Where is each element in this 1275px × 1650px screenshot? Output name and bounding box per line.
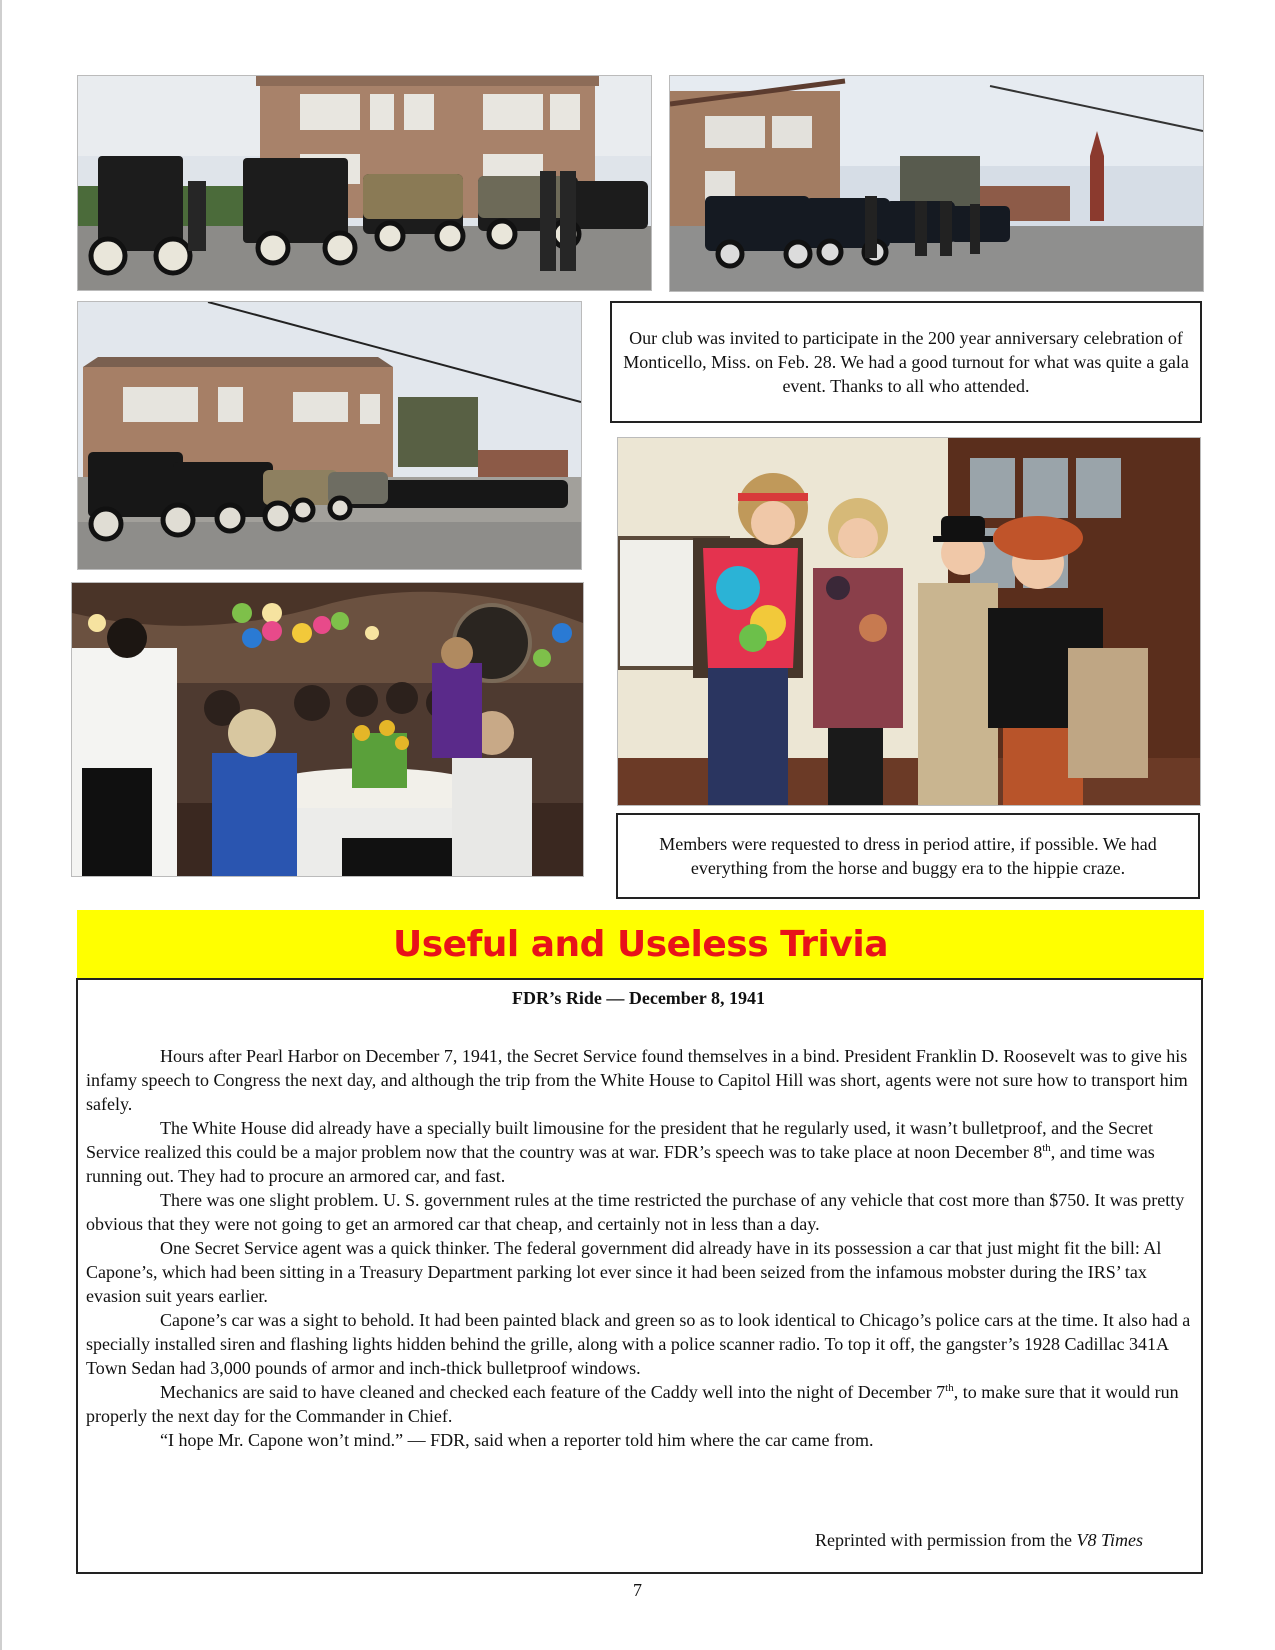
- paragraph-6: [86, 1380, 1191, 1428]
- reprint-credit: [815, 1528, 1143, 1552]
- paragraph-6-sup: th: [945, 1382, 954, 1394]
- paragraph-5: Capone’s car was a sight to behold. It had been painted black and green so as to look identical to Chicago’s police cars at the time. It also had a specially installed siren and flashing lights hidden behind the grille, along with a police scanner radio. To top it off, the gangster’s 1928 Cadillac 341A Town Sedan had 3,000 pounds of armor and inch-thick bulletproof windows.: [86, 1310, 1191, 1378]
- article-body: [86, 1044, 1191, 1452]
- paragraph-7: “I hope Mr. Capone won’t mind.” — FDR, said when a reporter told him where the car came from.: [160, 1430, 874, 1450]
- page-left-rule: [0, 0, 2, 1650]
- paragraph-4: One Secret Service agent was a quick thinker. The federal government did already have in its possession a car that just might fit the bill: Al Capone’s, which had been sitting in a Treasury Department parking lot ever since it had been seized from the infamous mobster during the IRS’ tax evasion suit years earlier.: [86, 1238, 1162, 1306]
- photo-costumes: [617, 437, 1201, 806]
- caption-attire-text: Members were requested to dress in period attire, if possible. We had everything from the horse and buggy era to the hippie craze.: [659, 834, 1157, 878]
- trivia-article-box: [76, 978, 1203, 1574]
- paragraph-2-text-b: , and time was running out. They had to procure an armored car, and fast.: [86, 1142, 1155, 1186]
- trivia-heading: Useful and Useless Trivia: [393, 924, 888, 965]
- credit-prefix: Reprinted with permission from the: [815, 1530, 1077, 1550]
- caption-gala: [610, 301, 1202, 423]
- paragraph-2-sup: th: [1042, 1142, 1051, 1154]
- paragraph-1: Hours after Pearl Harbor on December 7, 1941, the Secret Service found themselves in a bind. President Franklin D. Roosevelt was to give his infamy speech to Congress the next day, and although the trip from the White House to Capitol Hill was short, agents were not sure how to transport him safely.: [86, 1046, 1188, 1114]
- paragraph-2-text-a: The White House did already have a specially built limousine for the president that he regularly used, it wasn’t bulletproof, and the Secret Service realized this could be a major problem now that the country was at war. FDR’s speech was to take place at noon December 8: [86, 1118, 1154, 1162]
- photo-banquet: [71, 582, 584, 877]
- article-title: FDR’s Ride — December 8, 1941: [512, 988, 765, 1008]
- caption-gala-text: Our club was invited to participate in the 200 year anniversary celebration of Monticello, Miss. on Feb. 28. We had a good turnout for what was quite a gala event. Thanks to all who attended.: [623, 328, 1189, 396]
- credit-source: V8 Times: [1076, 1530, 1143, 1550]
- caption-attire: [616, 813, 1200, 899]
- paragraph-3: There was one slight problem. U. S. government rules at the time restricted the purchase of any vehicle that cost more than $750. It was pretty obvious that they were not going to get an armored car that cheap, and certainly not in less than a day.: [86, 1190, 1185, 1234]
- photo-cars-front-school: [77, 75, 652, 291]
- photo-cars-lineup: [77, 301, 582, 570]
- photo-trucks-street: [669, 75, 1204, 292]
- paragraph-6-text-a: Mechanics are said to have cleaned and checked each feature of the Caddy well into the night of December 7: [160, 1382, 946, 1402]
- paragraph-6-text-b: , to make sure that it would run properly the next day for the Commander in Chief.: [86, 1382, 1179, 1426]
- paragraph-2: [86, 1116, 1191, 1188]
- page-number: 7: [633, 1580, 642, 1600]
- trivia-header-banner: [77, 910, 1204, 979]
